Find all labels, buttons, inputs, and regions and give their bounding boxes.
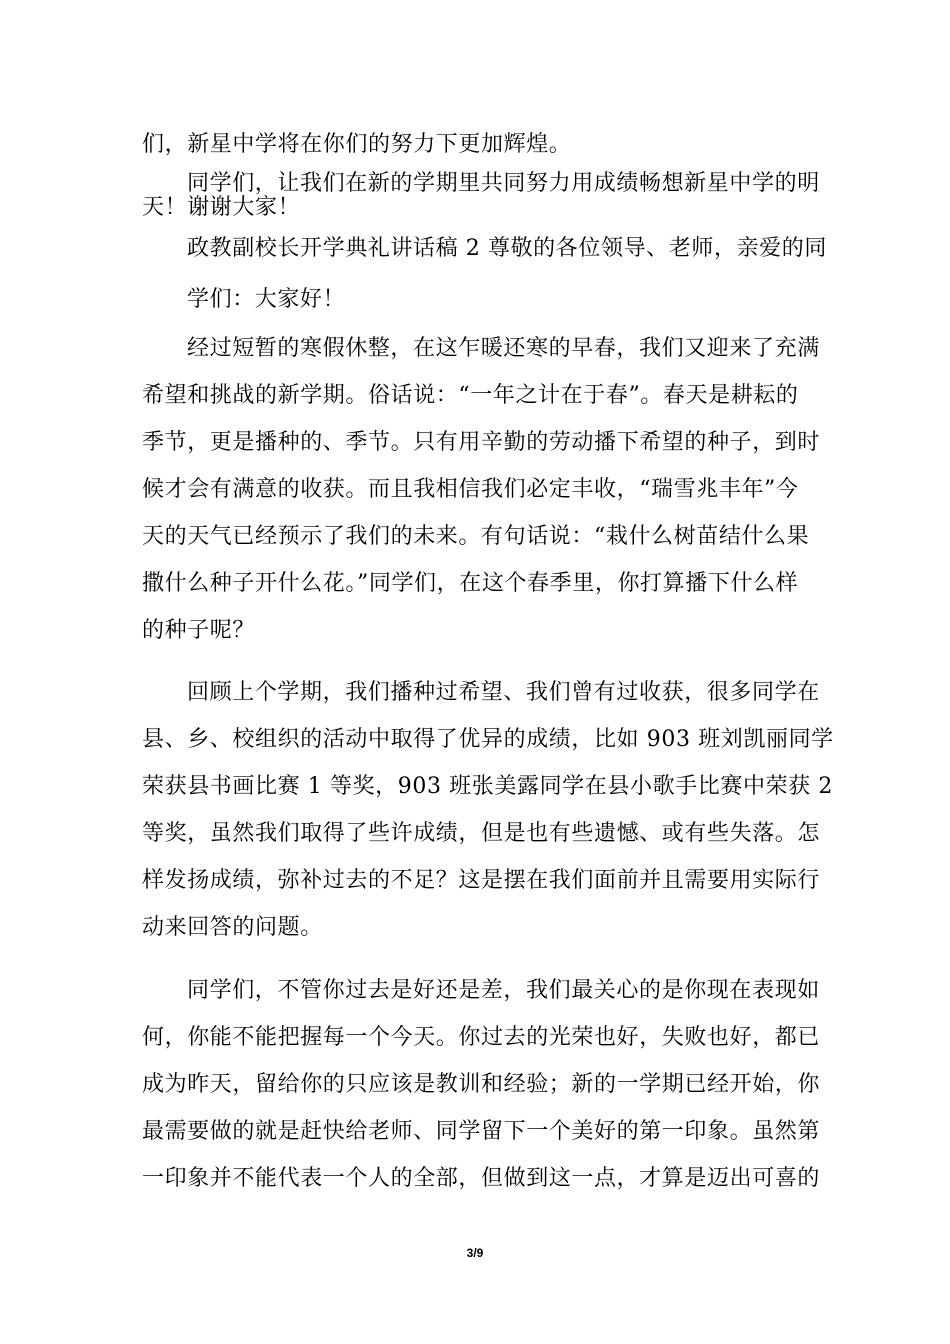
text-line: 希望和挑战的新学期。俗话说：“一年之计在于春”。春天是耕耘的	[142, 383, 799, 408]
text-line: 候才会有满意的收获。而且我相信我们必定丰收，“瑞雪兆丰年”今	[142, 477, 799, 502]
text-line: 最需要做的就是赶快给老师、同学留下一个美好的第一印象。虽然第	[142, 1119, 821, 1144]
text-line: 季节，更是播种的、季节。只有用辛勤的劳动播下希望的种子，到时	[142, 430, 821, 455]
text-line: 的种子呢？	[142, 618, 256, 643]
text-line: 撒什么种子开什么花。”同学们，在这个春季里，你打算播下什么样	[142, 571, 799, 596]
text-line: 经过短暂的寒假休整，在这乍暖还寒的早春，我们又迎来了充满	[187, 336, 820, 361]
page-number: 3/9	[466, 1246, 484, 1260]
text-line: 一印象并不能代表一个人的全部，但做到这一点，才算是迈出可喜的	[142, 1166, 821, 1191]
text-line: 同学们，让我们在新的学期里共同努力用成绩畅想新星中学的明	[187, 171, 820, 196]
text-line: 学们：大家好！	[187, 287, 346, 312]
text-line: 成为昨天，留给你的只应该是教训和经验；新的一学期已经开始，你	[142, 1072, 821, 1097]
text-line: 荣获县书画比赛 1 等奖，903 班张美露同学在县小歌手比赛中荣获 2	[142, 774, 833, 799]
text-line: 政教副校长开学典礼讲话稿 2 尊敬的各位领导、老师，亲爱的同	[187, 236, 827, 261]
text-line: 等奖，虽然我们取得了些许成绩，但是也有些遗憾、或有些失落。怎	[142, 821, 821, 846]
text-line: 天！谢谢大家！	[142, 195, 301, 220]
text-line: 们，新星中学将在你们的努力下更加辉煌。	[142, 132, 572, 157]
text-line: 回顾上个学期，我们播种过希望、我们曾有过收获，很多同学在	[187, 680, 820, 705]
text-line: 动来回答的问题。	[142, 915, 323, 940]
text-line: 何，你能不能把握每一个今天。你过去的光荣也好，失败也好，都已	[142, 1025, 821, 1050]
text-line: 天的天气已经预示了我们的未来。有句话说：“栽什么树苗结什么果	[142, 524, 810, 549]
text-line: 县、乡、校组织的活动中取得了优异的成绩，比如 903 班刘凯丽同学	[142, 727, 834, 752]
text-line: 同学们，不管你过去是好还是差，我们最关心的是你现在表现如	[187, 978, 820, 1003]
text-line: 样发扬成绩，弥补过去的不足？这是摆在我们面前并且需要用实际行	[142, 868, 821, 893]
